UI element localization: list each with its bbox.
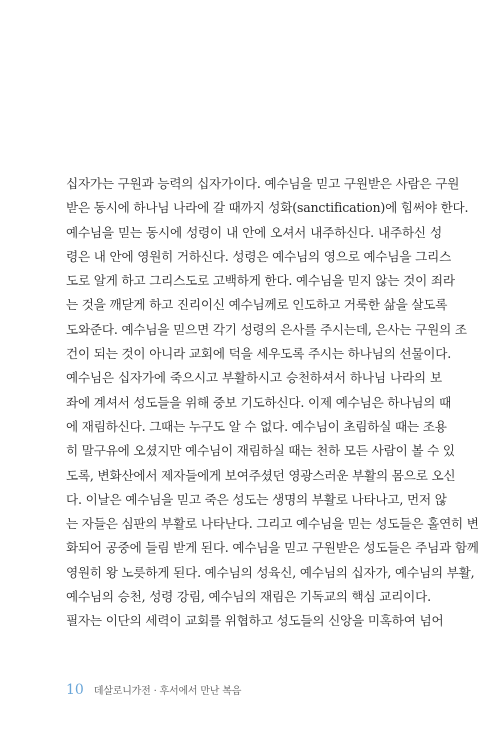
text-line: 는 자들은 심판의 부활로 나타난다. 그리고 예수님을 믿는 성도들은 홀연히 변: [66, 516, 479, 532]
page-number: 10: [66, 682, 84, 698]
text-line: 히 말구유에 오셨지만 예수님이 재림하실 때는 천하 모든 사람이 볼 수 있: [66, 443, 455, 459]
text-line: 령은 내 안에 영원히 거하신다. 성령은 예수님의 영으로 예수님을 그리스: [66, 248, 452, 264]
text-line: 도록, 변화산에서 제자들에게 보여주셨던 영광스러운 부활의 몸으로 오신: [66, 467, 456, 483]
text-line: 건이 되는 것이 아니라 교회에 덕을 세우도록 주시는 하나님의 선물이다.: [66, 346, 452, 362]
text-line: 는 것을 깨닫게 하고 진리이신 예수님께로 인도하고 거룩한 삶을 살도록: [66, 297, 448, 313]
text-line: 좌에 계셔서 성도들을 위해 중보 기도하신다. 이제 예수님은 하나님의 때: [66, 394, 452, 410]
text-line: 화되어 공중에 들림 받게 된다. 예수님을 믿고 구원받은 성도들은 주님과 함께: [66, 540, 479, 556]
running-title: 데살로니가전 · 후서에서 만난 복음: [93, 686, 242, 697]
text-line: 에 재림하신다. 그때는 누구도 알 수 없다. 예수님이 초림하실 때는 조용: [66, 418, 447, 434]
text-line: 다. 이날은 예수님을 믿고 죽은 성도는 생명의 부활로 나타나고, 먼저 않: [66, 491, 447, 507]
text-line: 예수님은 십자가에 죽으시고 부활하시고 승천하셔서 하나님 나라의 보: [66, 370, 442, 386]
text-line: 도로 알게 하고 그리스도로 고백하게 한다. 예수님을 믿지 않는 것이 죄라: [66, 273, 455, 289]
text-line: 영원히 왕 노릇하게 된다. 예수님의 성육신, 예수님의 십자가, 예수님의 부활,: [66, 564, 475, 580]
text-line: 필자는 이단의 세력이 교회를 위협하고 성도들의 신앙을 미혹하여 넘어: [66, 613, 444, 629]
text-line: 받은 동시에 하나님 나라에 갈 때까지 성화(sanctification)에 힘써야 한다.: [66, 200, 469, 216]
text-line: 도와준다. 예수님을 믿으면 각기 성령의 은사를 주시는데, 은사는 구원의 조: [66, 321, 467, 337]
body-text: [66, 172, 479, 634]
text-line: 예수님을 믿는 동시에 성령이 내 안에 오셔서 내주하신다. 내주하신 성: [66, 224, 442, 240]
page-footer: [66, 682, 241, 698]
text-line: 십자가는 구원과 능력의 십자가이다. 예수님을 믿고 구원받은 사람은 구원: [66, 176, 460, 191]
text-line: 예수님의 승천, 성령 강림, 예수님의 재림은 기독교의 핵심 교리이다.: [66, 589, 431, 605]
